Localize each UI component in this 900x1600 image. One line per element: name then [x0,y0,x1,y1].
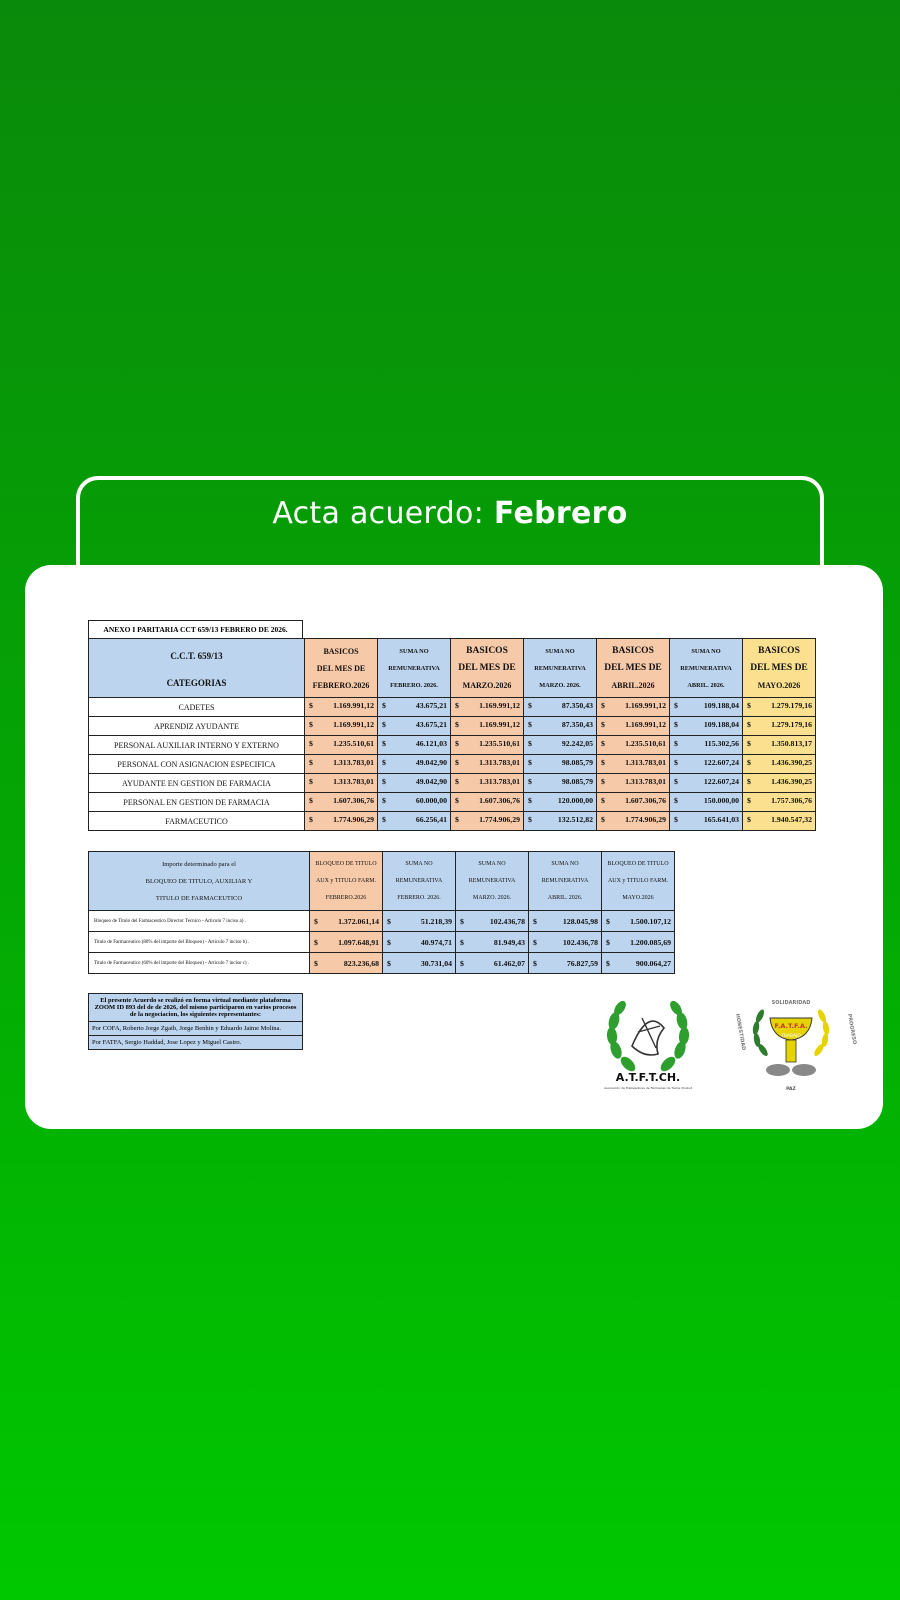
header-line: REMUNERATIVA [541,877,589,884]
table-row [89,736,816,755]
value-amount: 165.641,03 [703,815,739,824]
currency-symbol: $ [747,796,751,805]
value-amount: 49.042,90 [415,777,447,786]
salary-table-header-col [305,639,378,698]
currency-symbol: $ [674,777,678,786]
category-cell: AYUDANTE EN GESTION DE FARMACIA [89,774,305,793]
currency-symbol: $ [674,815,678,824]
header-line: DEL MES DE [316,663,366,673]
value-amount: 76.827,59 [566,959,598,968]
value-cell [602,953,675,974]
currency-symbol: $ [674,720,678,729]
value-cell [524,698,597,717]
value-cell [305,812,378,831]
currency-symbol: $ [606,938,610,947]
value-amount: 1.097.648,91 [338,938,379,947]
header-line: BASICOS [758,645,800,656]
value-cell [451,774,524,793]
value-cell [597,793,670,812]
value-cell [524,774,597,793]
value-cell [383,932,456,953]
value-cell [378,736,451,755]
value-cell [378,717,451,736]
currency-symbol: $ [601,701,605,710]
currency-symbol: $ [601,777,605,786]
currency-symbol: $ [674,796,678,805]
value-amount: 1.436.390,25 [771,777,812,786]
currency-symbol: $ [601,720,605,729]
category-cell: CADETES [89,698,305,717]
header-line: SUMA NO [405,860,433,867]
value-amount: 1.200.085,69 [630,938,671,947]
currency-symbol: $ [387,917,391,926]
value-amount: 1.313.783,01 [333,777,374,786]
currency-symbol: $ [606,917,610,926]
value-cell [743,812,816,831]
header-line: TITULO DE FARMACEUTICO [155,894,243,902]
title-row-label: Bloqueo de Titulo del Farmaceutico Director Tecnico - Articulo 7 inciso a) . [89,911,310,932]
table-row [89,812,816,831]
currency-symbol: $ [309,777,313,786]
note-text: El presente Acuerdo se realizó en forma virtual mediante plataforma ZOOM ID 893 del de de 2026, del mismo participaron en varios procesos de la negociacion, los siguientes representantes: [89,994,302,1022]
table-row [89,774,816,793]
currency-symbol: $ [528,796,532,805]
currency-symbol: $ [747,758,751,767]
value-amount: 900.064,27 [635,959,671,968]
value-amount: 1.774.906,29 [333,815,374,824]
currency-symbol: $ [460,959,464,968]
fatfa-logo-left: HONESTIDAD [734,1013,747,1051]
header-line: BASICOS [612,645,654,656]
currency-symbol: $ [528,777,532,786]
currency-symbol: $ [601,758,605,767]
value-amount: 1.774.906,29 [479,815,520,824]
currency-symbol: $ [528,701,532,710]
value-cell [597,717,670,736]
salary-table [88,638,816,831]
header-line: AUX y TITULO FARM. [315,877,377,884]
currency-symbol: $ [455,815,459,824]
currency-symbol: $ [309,720,313,729]
header-line: SUMA NO [691,647,721,655]
value-cell [743,717,816,736]
value-cell [305,755,378,774]
value-cell [456,932,529,953]
currency-symbol: $ [382,720,386,729]
header-line: MARZO. 2026. [472,894,512,901]
value-amount: 1.169.991,12 [625,720,666,729]
value-cell [524,755,597,774]
value-amount: 1.235.510,61 [625,739,666,748]
header-line: BASICOS [466,645,508,656]
title-row-label: Titulo de Farmaceutico (60% del importe del Bloqueo) - Articulo 7 inciso c) . [89,953,310,974]
header-line: SUMA NO [551,860,579,867]
value-amount: 1.313.783,01 [625,777,666,786]
title-table-header-col [529,852,602,911]
value-cell [305,793,378,812]
value-cell [378,793,451,812]
value-cell [378,698,451,717]
salary-table-header-categories [89,639,305,698]
value-cell [383,953,456,974]
currency-symbol: $ [309,815,313,824]
salary-table-header-col [524,639,597,698]
header-line: ABRIL.2026 [611,680,655,690]
currency-symbol: $ [314,938,318,947]
value-amount: 43.675,21 [415,720,447,729]
value-amount: 1.774.906,29 [625,815,666,824]
category-cell: PERSONAL CON ASIGNACION ESPECIFICA [89,755,305,774]
currency-symbol: $ [747,701,751,710]
value-cell [305,717,378,736]
page-title: Acta acuerdo: Febrero [272,496,628,531]
value-cell [524,793,597,812]
header-line: SUMA NO [399,647,429,655]
header-line: REMUNERATIVA [395,877,443,884]
value-cell [378,774,451,793]
value-amount: 87.350,43 [561,701,593,710]
header-line: MARZO.2026 [462,680,512,690]
value-amount: 102.436,78 [562,938,598,947]
currency-symbol: $ [460,917,464,926]
title-table-header-row [89,852,675,911]
value-amount: 1.372.061,14 [338,917,379,926]
title-block-table [88,851,675,974]
value-cell [743,774,816,793]
value-amount: 1.169.991,12 [625,701,666,710]
value-amount: 102.436,78 [489,917,525,926]
salary-table-header-col [378,639,451,698]
value-amount: 120.000,00 [557,796,593,805]
currency-symbol: $ [533,938,537,947]
value-cell [670,755,743,774]
value-cell [451,755,524,774]
value-amount: 1.500.107,12 [630,917,671,926]
fatfa-logo-name: F.A.T.F.A. [774,1022,808,1030]
value-amount: 823.236,68 [343,959,379,968]
currency-symbol: $ [455,758,459,767]
table-row [89,755,816,774]
currency-symbol: $ [382,815,386,824]
header-categories-label: CATEGORIAS [166,678,227,688]
salary-table-header-row [89,639,816,698]
value-amount: 66.256,41 [415,815,447,824]
currency-symbol: $ [528,739,532,748]
value-amount: 98.085,79 [561,777,593,786]
value-amount: 1.607.306,76 [625,796,666,805]
value-cell [670,736,743,755]
value-cell [597,812,670,831]
currency-symbol: $ [455,739,459,748]
currency-symbol: $ [455,796,459,805]
value-cell [456,911,529,932]
header-line: MARZO. 2026. [539,681,581,689]
currency-symbol: $ [455,777,459,786]
currency-symbol: $ [387,938,391,947]
currency-symbol: $ [601,796,605,805]
salary-table-header-col [743,639,816,698]
table-row [89,911,675,932]
value-cell [670,774,743,793]
value-amount: 1.169.991,12 [479,701,520,710]
value-cell [529,953,602,974]
salary-table-header-col [670,639,743,698]
header-line: BASICOS [323,646,359,656]
currency-symbol: $ [309,739,313,748]
value-amount: 1.169.991,12 [479,720,520,729]
currency-symbol: $ [382,701,386,710]
value-cell [451,812,524,831]
value-cell [451,717,524,736]
header-line: ABRIL. 2026. [547,894,583,901]
value-cell [743,793,816,812]
header-line: DEL MES DE [750,662,808,673]
value-cell [597,736,670,755]
header-line: DEL MES DE [458,662,516,673]
value-amount: 61.462,07 [493,959,525,968]
currency-symbol: $ [674,758,678,767]
currency-symbol: $ [601,739,605,748]
header-cct-label: C.C.T. 659/13 [170,651,223,661]
value-amount: 128.045,98 [562,917,598,926]
value-amount: 1.607.306,76 [479,796,520,805]
currency-symbol: $ [382,796,386,805]
value-amount: 1.940.547,32 [771,815,812,824]
currency-symbol: $ [528,758,532,767]
currency-symbol: $ [382,777,386,786]
value-cell [451,793,524,812]
title-table-header-col [383,852,456,911]
value-cell [524,736,597,755]
value-amount: 1.235.510,61 [479,739,520,748]
header-line: DEL MES DE [604,662,662,673]
atftch-logo-subtitle: Asociación de Trabajadores de Farmacias de Tierra Chubut [604,1086,692,1090]
table-row [89,717,816,736]
header-line: FEBRERO.2026 [312,680,370,690]
atftch-logo-name: A.T.F.T.CH. [615,1071,681,1084]
value-amount: 1.235.510,61 [333,739,374,748]
value-cell [451,698,524,717]
value-cell [670,793,743,812]
value-cell [529,911,602,932]
value-cell [670,717,743,736]
value-cell [310,953,383,974]
header-line: Importe determinado para el [162,860,236,868]
value-cell [597,698,670,717]
value-cell [743,755,816,774]
value-cell [743,698,816,717]
currency-symbol: $ [387,959,391,968]
header-line: ABRIL. 2026. [687,681,725,689]
value-cell [524,812,597,831]
title-table-header-col [310,852,383,911]
value-amount: 30.731,04 [420,959,452,968]
value-cell [602,911,675,932]
header-line: MAYO.2026 [757,680,801,690]
currency-symbol: $ [314,917,318,926]
value-amount: 1.169.991,12 [333,701,374,710]
value-amount: 109.188,04 [703,701,739,710]
salary-table-header-col [597,639,670,698]
header-line: FEBRERO.2026 [325,894,367,901]
value-amount: 60.000,00 [415,796,447,805]
currency-symbol: $ [455,701,459,710]
currency-symbol: $ [606,959,610,968]
value-amount: 92.242,05 [561,739,593,748]
currency-symbol: $ [309,758,313,767]
value-amount: 49.042,90 [415,758,447,767]
value-cell [305,774,378,793]
value-cell [524,717,597,736]
table-row [89,953,675,974]
value-amount: 1.607.306,76 [333,796,374,805]
header-line: SUMA NO [545,647,575,655]
title-table-header-col [456,852,529,911]
currency-symbol: $ [460,938,464,947]
header-line: REMUNERATIVA [534,664,586,672]
value-cell [305,698,378,717]
category-cell: PERSONAL AUXILIAR INTERNO Y EXTERNO [89,736,305,755]
currency-symbol: $ [601,815,605,824]
header-line: SUMA NO [478,860,506,867]
value-cell [670,812,743,831]
currency-symbol: $ [309,701,313,710]
value-amount: 1.313.783,01 [479,777,520,786]
value-amount: 132.512,82 [557,815,593,824]
currency-symbol: $ [382,758,386,767]
currency-symbol: $ [674,739,678,748]
currency-symbol: $ [528,815,532,824]
value-amount: 1.436.390,25 [771,758,812,767]
fatfa-logo-right: PROGRESO [846,1013,858,1045]
note-fatfa: Por FATFA, Sergio Haddad, Jose Lopez y Miguel Castro. [92,1039,242,1046]
value-amount: 115.302,56 [704,739,739,748]
currency-symbol: $ [747,815,751,824]
value-cell [743,736,816,755]
category-cell: PERSONAL EN GESTION DE FARMACIA [89,793,305,812]
table-row [89,932,675,953]
currency-symbol: $ [528,720,532,729]
annex-title: ANEXO I PARITARIA CCT 659/13 FEBRERO DE 2026. [88,620,303,639]
title-table-header-col [602,852,675,911]
value-amount: 1.313.783,01 [479,758,520,767]
currency-symbol: $ [747,739,751,748]
value-amount: 1.169.991,12 [333,720,374,729]
value-amount: 1.279.179,16 [771,701,812,710]
currency-symbol: $ [533,959,537,968]
header-line: AUX y TITULO FARM. [607,877,669,884]
value-amount: 1.757.306,76 [771,796,812,805]
value-cell [378,812,451,831]
value-cell [310,911,383,932]
value-amount: 40.974,71 [420,938,452,947]
category-cell: APRENDIZ AYUDANTE [89,717,305,736]
value-amount: 109.188,04 [703,720,739,729]
currency-symbol: $ [455,720,459,729]
header-line: REMUNERATIVA [680,664,732,672]
fatfa-logo-top: SOLIDARIDAD [771,1000,811,1006]
value-cell [305,736,378,755]
currency-symbol: $ [674,701,678,710]
value-cell [310,932,383,953]
value-amount: 1.279.179,16 [771,720,812,729]
value-amount: 122.607,24 [703,777,739,786]
header-line: BLOQUEO DE TITULO [315,860,377,867]
title-table-header-label [89,852,310,911]
value-cell [602,932,675,953]
currency-symbol: $ [533,917,537,926]
salary-table-header-col [451,639,524,698]
agreement-note [88,993,303,1050]
value-amount: 150.000,00 [703,796,739,805]
value-amount: 81.949,43 [493,938,525,947]
value-amount: 43.675,21 [415,701,447,710]
value-amount: 1.313.783,01 [333,758,374,767]
fatfa-logo-bottom: PAZ [786,1087,796,1092]
table-row [89,698,816,717]
table-row [89,793,816,812]
note-cofa: Por COFA, Roberto Jorge Zgaib, Jorge Benhin y Eduardo Jaime Molina. [89,1022,302,1036]
value-amount: 46.121,03 [415,739,447,748]
currency-symbol: $ [314,959,318,968]
value-amount: 1.313.783,01 [625,758,666,767]
value-cell [451,736,524,755]
value-cell [597,774,670,793]
value-cell [456,953,529,974]
atftch-logo [598,988,698,1098]
value-amount: 1.350.813,17 [771,739,812,748]
header-line: FEBRERO. 2026. [397,894,441,901]
value-cell [529,932,602,953]
fatfa-logo-band: TRABAJO [781,1034,801,1039]
currency-symbol: $ [747,777,751,786]
value-cell [670,698,743,717]
value-amount: 122.607,24 [703,758,739,767]
header-line: BLOQUEO DE TITULO [607,860,669,867]
category-cell: FARMACEUTICO [89,812,305,831]
header-line: MAYO.2026 [622,894,654,901]
header-line: BLOQUEO DE TITULO, AUXILIAR Y [145,877,253,885]
value-cell [378,755,451,774]
value-cell [383,911,456,932]
header-line: REMUNERATIVA [468,877,516,884]
header-line: FEBRERO. 2026. [390,681,438,689]
currency-symbol: $ [382,739,386,748]
value-amount: 98.085,79 [561,758,593,767]
fatfa-logo [726,992,856,1102]
currency-symbol: $ [747,720,751,729]
title-row-label: Titulo de Farmaceutico (80% del importe del Bloqueo) - Articulo 7 inciso b) . [89,932,310,953]
value-amount: 87.350,43 [561,720,593,729]
currency-symbol: $ [309,796,313,805]
value-amount: 51.218,39 [420,917,452,926]
header-line: REMUNERATIVA [388,664,440,672]
value-cell [597,755,670,774]
